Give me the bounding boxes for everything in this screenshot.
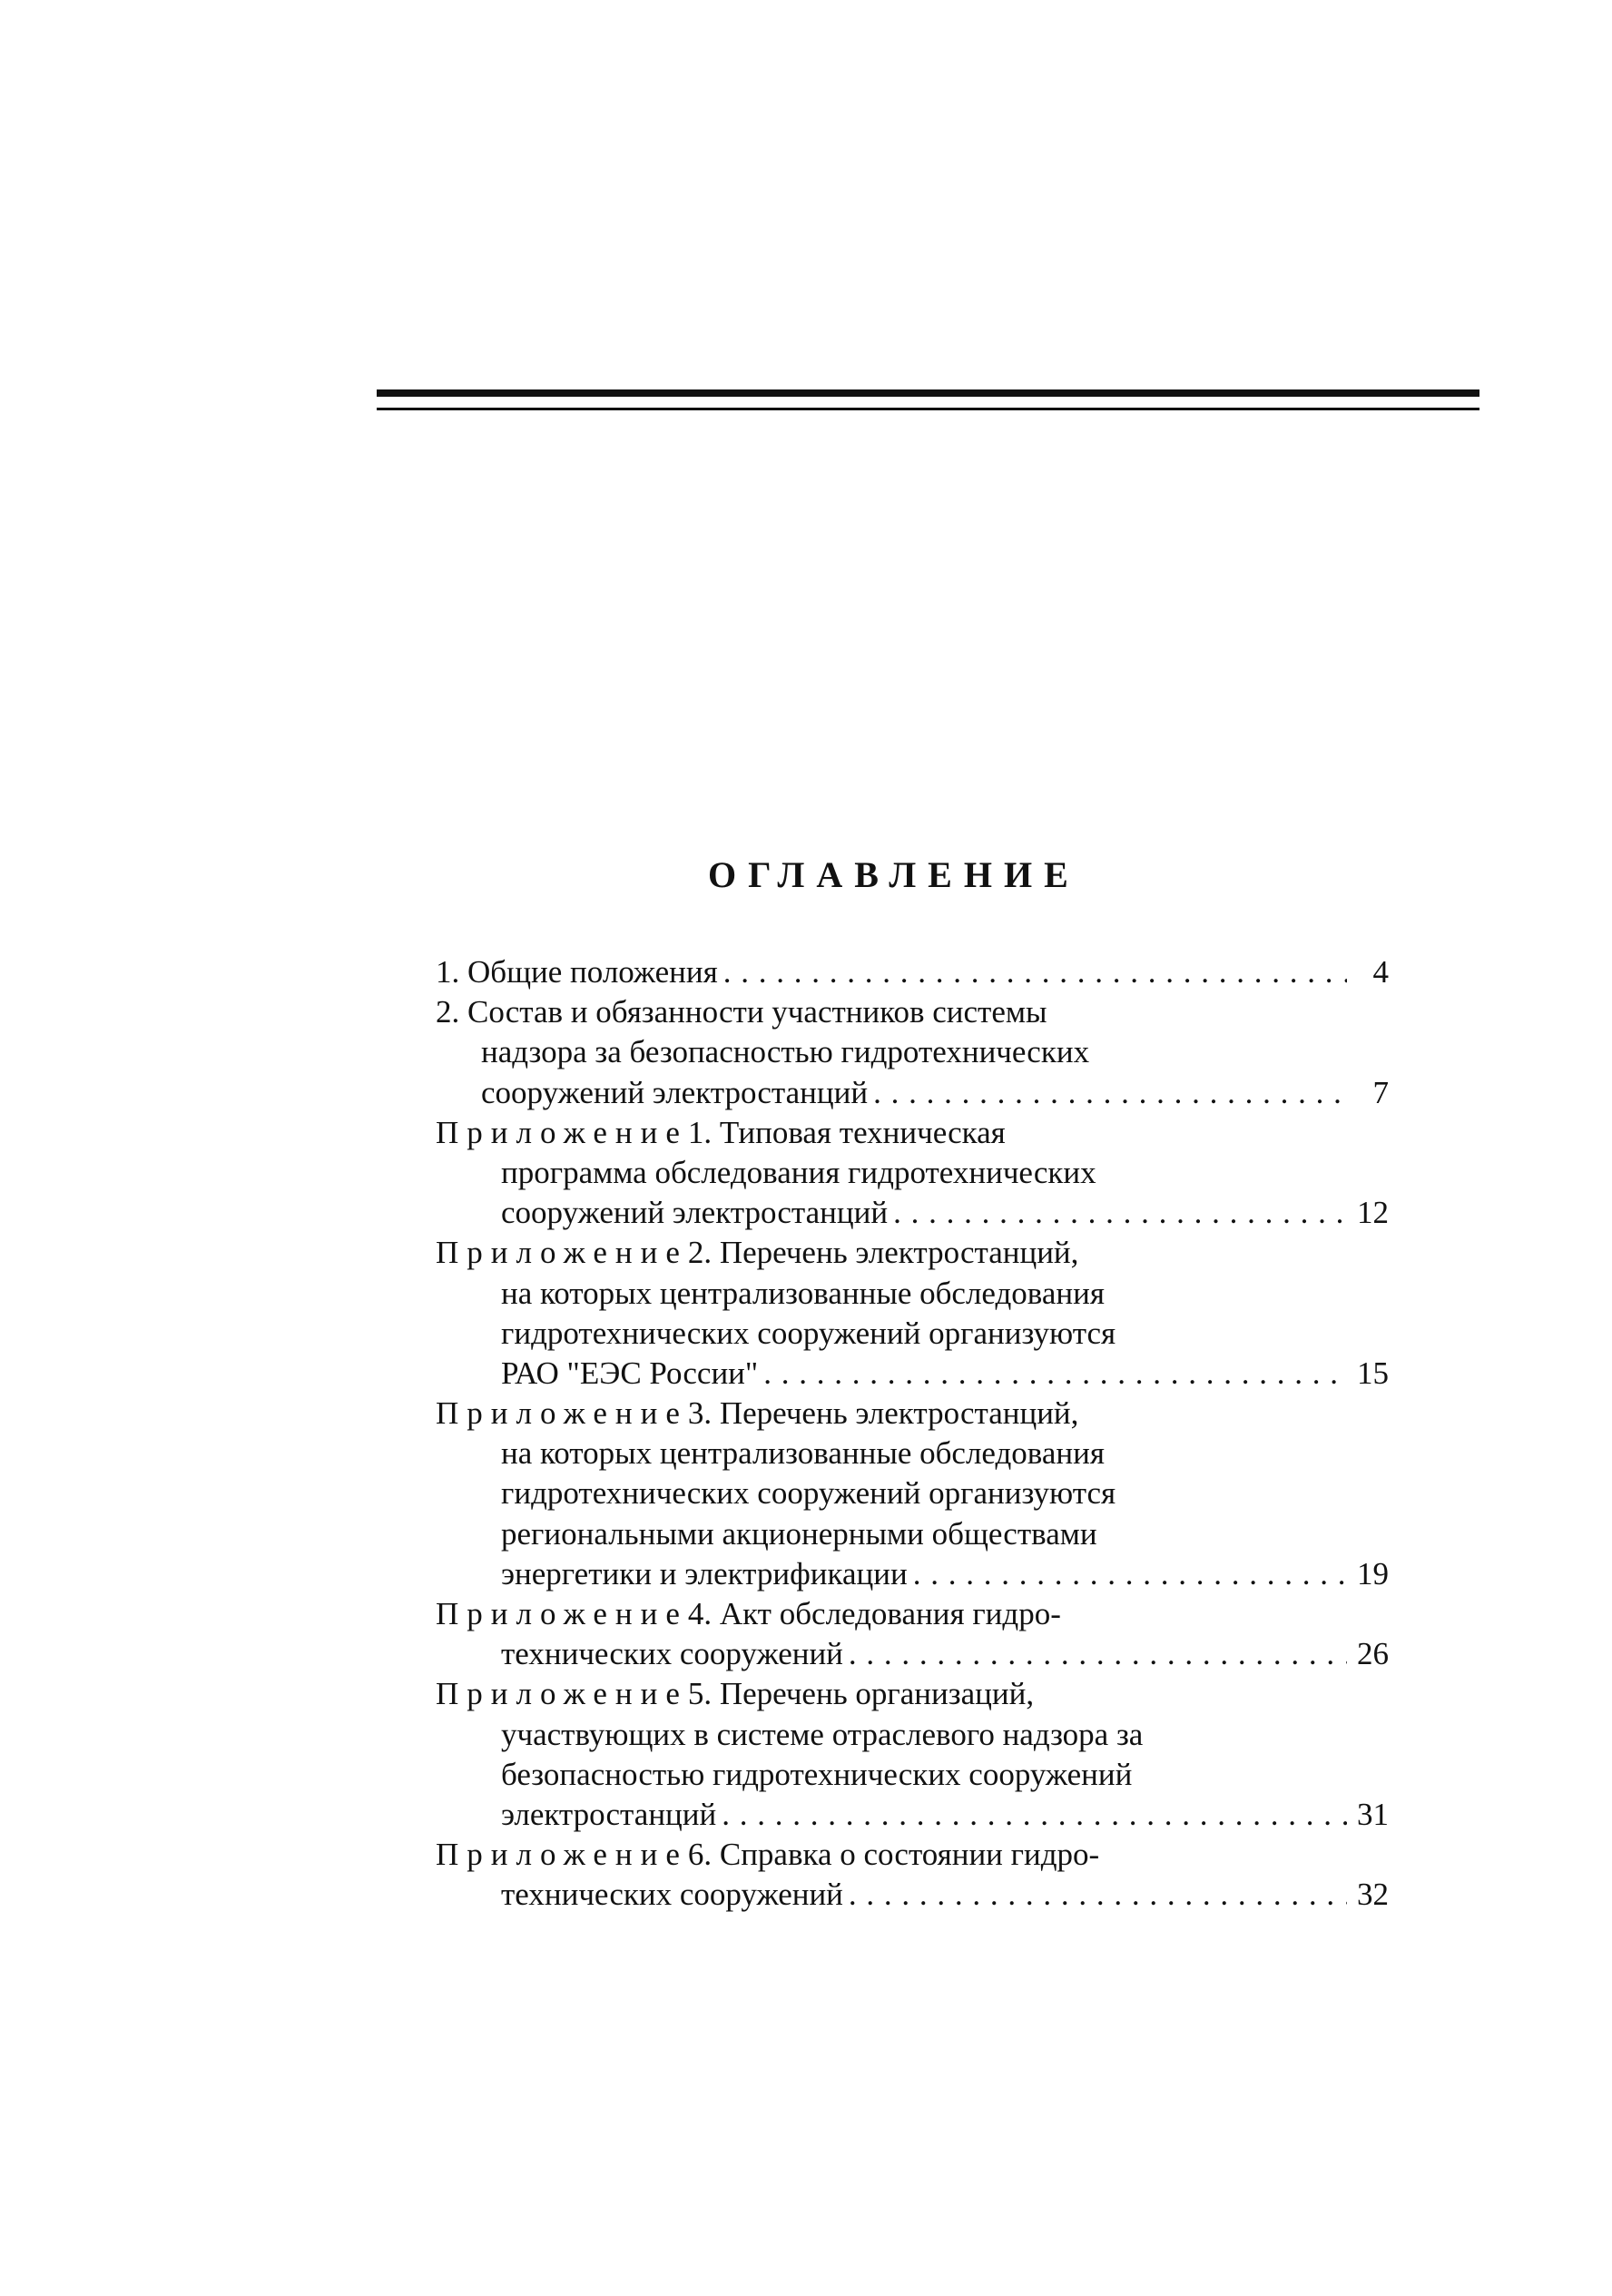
top-rule-thick (377, 389, 1479, 397)
toc-entry-text: на которых централизованные обследования (501, 1435, 1105, 1472)
table-of-contents (436, 952, 1389, 1916)
toc-entry-text: 5. Перечень организаций, (687, 1676, 1035, 1712)
appendix-label: Приложение (436, 1596, 688, 1631)
toc-page-number: 12 (1357, 1195, 1389, 1231)
toc-entry[interactable] (436, 992, 1389, 1113)
toc-entry-text: технических сооружений (501, 1636, 843, 1672)
toc-page-number: 31 (1357, 1796, 1389, 1832)
toc-entry[interactable] (436, 1594, 1389, 1674)
toc-page-number: 15 (1357, 1355, 1389, 1391)
appendix-label: Приложение (436, 1395, 688, 1432)
toc-page-number: 4 (1372, 954, 1389, 990)
dot-leader (763, 1354, 1347, 1394)
toc-entry-text: 1. Общие положения (436, 954, 718, 990)
dot-leader (849, 1634, 1347, 1674)
dot-leader (913, 1554, 1347, 1594)
toc-page-number: 26 (1357, 1636, 1389, 1672)
toc-entry-text: сооружений электростанций (501, 1195, 889, 1231)
toc-entry-text: гидротехнических сооружений организуются (501, 1315, 1116, 1351)
top-rule-thin (377, 408, 1479, 410)
toc-entry-text: гидротехнических сооружений организуются (501, 1475, 1116, 1512)
dot-leader (873, 1073, 1347, 1113)
toc-entry-text: программа обследования гидротехнических (501, 1154, 1096, 1190)
toc-heading: ОГЛАВЛЕНИЕ (708, 854, 1080, 895)
toc-entry-text: 1. Типовая техническая (687, 1114, 1006, 1150)
toc-entry-text: безопасностью гидротехнических сооружений (501, 1756, 1133, 1792)
toc-entry-text: сооружений электростанций (481, 1074, 869, 1110)
toc-page-number: 7 (1372, 1074, 1389, 1110)
toc-entry[interactable] (436, 952, 1389, 992)
toc-entry-text: надзора за безопасностью гидротехнических (481, 1034, 1090, 1070)
toc-page-number: 19 (1357, 1555, 1389, 1591)
appendix-label: Приложение (436, 1837, 688, 1873)
toc-entry-text: 6. Справка о состоянии гидро- (687, 1837, 1100, 1873)
toc-entry-text: 4. Акт обследования гидро- (687, 1596, 1061, 1631)
toc-entry-text: РАО "ЕЭС России" (501, 1355, 759, 1391)
toc-entry-text: участвующих в системе отраслевого надзора за (501, 1716, 1144, 1752)
toc-entry[interactable] (436, 1394, 1389, 1594)
toc-entry[interactable] (436, 1233, 1389, 1394)
toc-entry-text: 3. Перечень электростанций, (687, 1395, 1079, 1432)
toc-entry-text: региональными акционерными обществами (501, 1515, 1097, 1552)
toc-entry-text: 2. Состав и обязанности участников системы (436, 994, 1047, 1030)
toc-entry-text: на которых централизованные обследования (501, 1275, 1105, 1311)
toc-entry[interactable] (436, 1674, 1389, 1835)
dot-leader (723, 952, 1347, 992)
dot-leader (849, 1875, 1347, 1915)
dot-leader (893, 1193, 1347, 1233)
appendix-label: Приложение (436, 1676, 688, 1712)
appendix-label: Приложение (436, 1235, 688, 1271)
toc-entry-text: электростанций (501, 1796, 717, 1832)
toc-entry-text: технических сооружений (501, 1877, 843, 1913)
toc-page-number: 32 (1357, 1877, 1389, 1913)
dot-leader (722, 1795, 1347, 1835)
toc-entry[interactable] (436, 1113, 1389, 1234)
toc-entry-text: 2. Перечень электростанций, (687, 1235, 1079, 1271)
appendix-label: Приложение (436, 1114, 688, 1150)
toc-entry[interactable] (436, 1835, 1389, 1915)
toc-entry-text: энергетики и электрификации (501, 1555, 908, 1591)
